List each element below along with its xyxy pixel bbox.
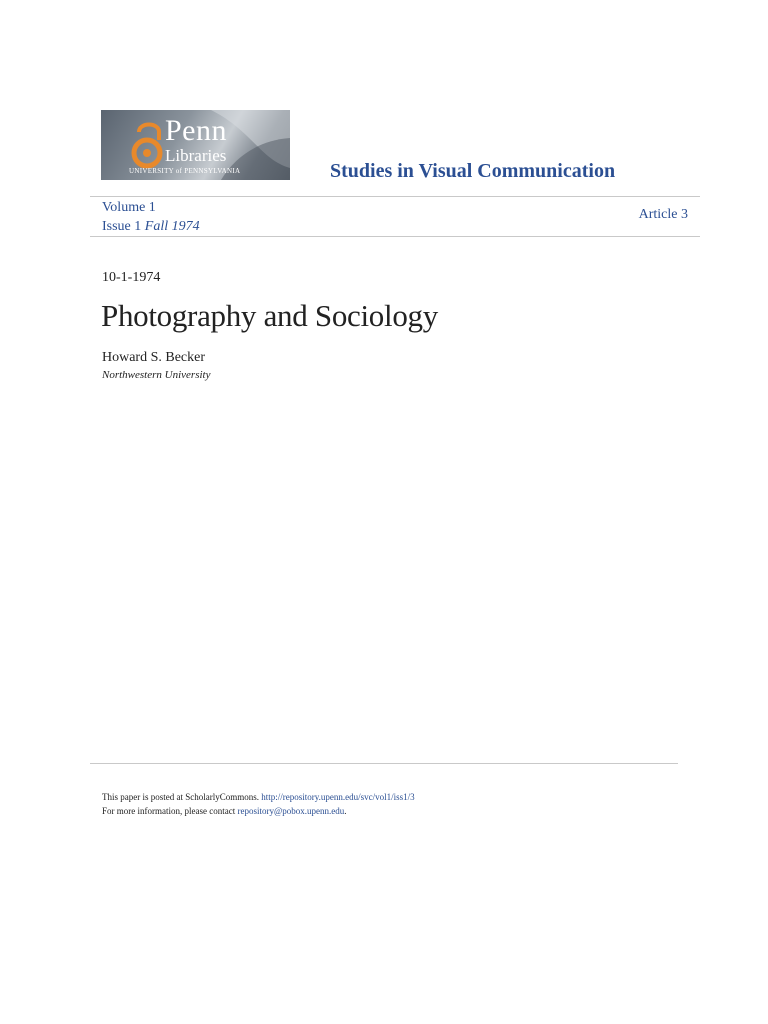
logo-penn-text: Penn [165, 114, 227, 147]
contact-email-link[interactable]: repository@pobox.upenn.edu [237, 806, 345, 816]
publication-date: 10-1-1974 [102, 270, 161, 285]
footer-notice [102, 790, 415, 818]
header-divider-top [90, 196, 700, 197]
volume-link[interactable]: Volume 1 [102, 200, 156, 215]
logo-university-text: UNIVERSITY of PENNSYLVANIA [129, 167, 241, 175]
footer-divider [90, 763, 678, 764]
issue-info [102, 198, 200, 236]
article-number-link[interactable]: Article 3 [638, 207, 688, 222]
footer-line-contact [102, 804, 415, 818]
footer-line-posted [102, 790, 415, 804]
issue-link[interactable]: Issue 1 [102, 219, 142, 234]
footer-period: . [344, 806, 347, 816]
header-divider-bottom [90, 236, 700, 237]
logo-libraries-text: Libraries [165, 146, 227, 165]
issue-line [102, 217, 200, 236]
author-affiliation: Northwestern University [102, 369, 211, 381]
penn-libraries-logo[interactable] [101, 110, 290, 180]
journal-title-link[interactable]: Studies in Visual Communication [330, 160, 616, 182]
repository-url-link[interactable]: http://repository.upenn.edu/svc/vol1/iss1/3 [261, 792, 415, 802]
author-name: Howard S. Becker [102, 350, 206, 365]
footer-posted-text: This paper is posted at ScholarlyCommons. [102, 792, 259, 802]
footer-contact-text: For more information, please contact [102, 806, 236, 816]
article-title: Photography and Sociology [101, 298, 438, 333]
issue-season-link[interactable]: Fall 1974 [144, 219, 200, 234]
